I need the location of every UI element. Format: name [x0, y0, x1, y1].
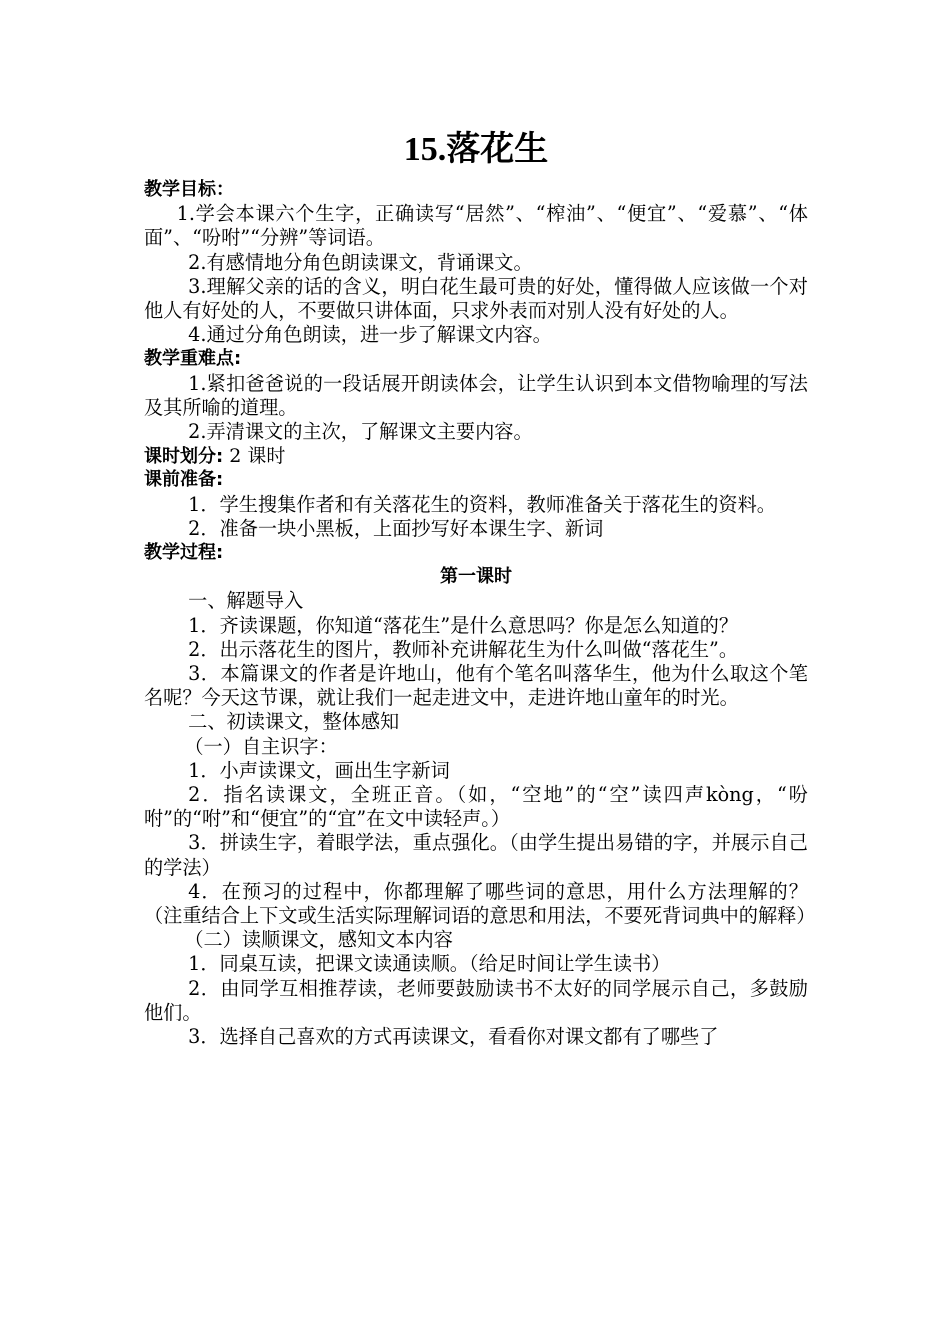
section-heading-prep: 课前准备:: [144, 469, 224, 491]
sub1-item: 4．在预习的过程中，你都理解了哪些词的意思，用什么方法理解的？（注重结合上下文或生活实际理解词语的意思和用法，不要死背词典中的解释）: [144, 879, 816, 927]
section-heading-process: 教学过程:: [144, 541, 224, 563]
sub1-item: 2．指名读课文，全班正音。（如，“空地”的“空”读四声kòng，“吩咐”的“咐”和“便宜”的“宜”在文中读轻声。）: [144, 782, 808, 831]
sub2-item: 3．选择自己喜欢的方式再读课文，看看你对课文都有了哪些了: [188, 1025, 719, 1049]
part-title: 一、解题导入: [188, 589, 304, 613]
goal-item: 3.理解父亲的话的含义，明白花生最可贵的好处，懂得做人应该做一个对他人有好处的人，不要做只讲体面，只求外表而对别人没有好处的人。: [144, 274, 808, 322]
section-heading-hours: [144, 444, 808, 468]
sub2-item: 2．由同学互相推荐读，老师要鼓励读书不太好的同学展示自己，多鼓励他们。: [144, 976, 808, 1024]
keypoint-item: 2.弄清课文的主次，了解课文主要内容。: [188, 420, 533, 443]
goal-item: 2.有感情地分角色朗读课文，背诵课文。: [188, 250, 533, 274]
part1-item: 2．出示落花生的图片，教师补充讲解花生为什么叫做“落花生”。: [188, 637, 739, 661]
sub1-item: 3．拼读生字，着眼学法，重点强化。（由学生提出易错的字，并展示自己的学法）: [144, 831, 808, 879]
hours-label: 课时划分:: [144, 446, 224, 468]
lesson-title: 第一课时: [440, 566, 512, 588]
document-page: [144, 122, 816, 1049]
subpart-title: （二）读顺课文，感知文本内容: [184, 928, 453, 952]
keypoint-item: 1.紧扣爸爸说的一段话展开朗读体会，让学生认识到本文借物喻理的写法及其所喻的道理。: [144, 371, 808, 419]
section-heading-keypoints: 教学重难点:: [144, 348, 242, 370]
goal-item: 1.学会本课六个生字，正确读写“居然”、“榨油”、“便宜”、“爱慕”、“体面”、“吩咐”“分辨”等词语。: [144, 202, 808, 250]
sub2-item: 1．同桌互读，把课文读通读顺。（给足时间让学生读书）: [188, 952, 671, 976]
prep-item: 2．准备一块小黑板，上面抄写好本课生字、新词: [188, 516, 604, 540]
part1-item: 1．齐读课题，你知道“落花生”是什么意思吗？你是怎么知道的？: [188, 613, 739, 637]
hours-value: 2 课时: [223, 445, 286, 468]
sub1-item: 1．小声读课文，画出生字新词: [188, 758, 450, 782]
section-heading-goals: 教学目标：: [144, 179, 234, 200]
part-title: 二、初读课文，整体感知: [188, 710, 400, 734]
document-title: [144, 122, 808, 178]
part1-item: 3．本篇课文的作者是许地山，他有个笔名叫落华生，他为什么取这个笔名呢？今天这节课，就让我们一起走进文中，走进许地山童年的时光。: [144, 661, 808, 710]
prep-item: 1．学生搜集作者和有关落花生的资料，教师准备关于落花生的资料。: [188, 492, 776, 516]
subpart-title: （一）自主识字：: [184, 734, 338, 758]
goal-item: 4.通过分角色朗读，进一步了解课文内容。: [188, 323, 552, 347]
document-title-text: 15.落花生: [403, 131, 549, 168]
